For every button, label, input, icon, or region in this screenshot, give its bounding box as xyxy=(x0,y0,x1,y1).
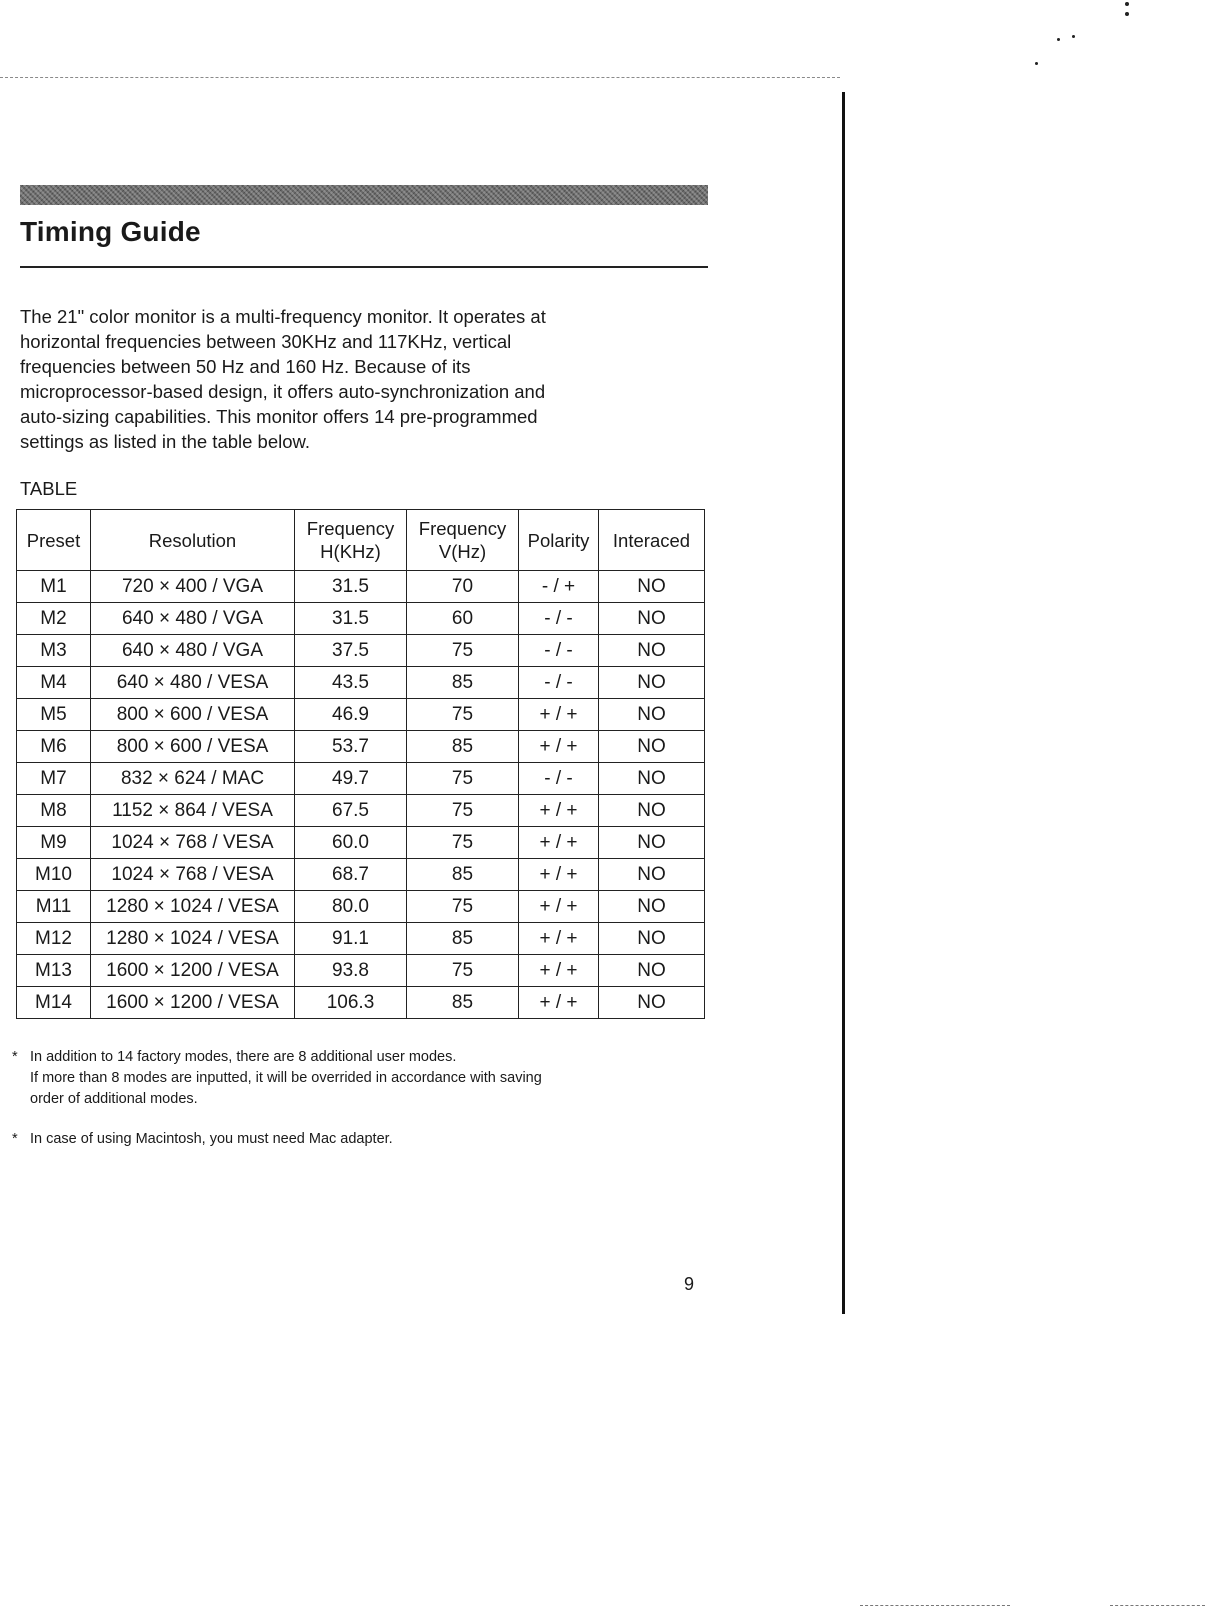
asterisk-icon: * xyxy=(12,1049,18,1065)
table-row xyxy=(17,955,705,987)
intro-line: settings as listed in the table below. xyxy=(20,431,311,452)
cell-resolution: 800 × 600 / VESA xyxy=(91,699,295,731)
header-hfreq-line2: H(KHz) xyxy=(320,541,381,562)
table-row xyxy=(17,923,705,955)
asterisk-icon: * xyxy=(12,1131,18,1147)
cell-interlaced: NO xyxy=(599,827,705,859)
table-row xyxy=(17,635,705,667)
header-interlaced: Interaced xyxy=(599,510,705,571)
cell-resolution: 640 × 480 / VESA xyxy=(91,667,295,699)
cell-hfreq: 49.7 xyxy=(295,763,407,795)
cell-hfreq: 106.3 xyxy=(295,987,407,1019)
header-vfreq xyxy=(407,510,519,571)
cell-polarity: - / - xyxy=(519,603,599,635)
cell-hfreq: 93.8 xyxy=(295,955,407,987)
footnotes xyxy=(12,1047,712,1150)
footnote-line: In addition to 14 factory modes, there are 8 additional user modes. xyxy=(30,1049,457,1065)
cell-vfreq: 85 xyxy=(407,923,519,955)
scan-speck xyxy=(1057,38,1060,41)
cell-vfreq: 75 xyxy=(407,955,519,987)
cell-interlaced: NO xyxy=(599,955,705,987)
header-hfreq xyxy=(295,510,407,571)
cell-interlaced: NO xyxy=(599,923,705,955)
cell-preset: M8 xyxy=(17,795,91,827)
intro-line: The 21" color monitor is a multi-frequency monitor. It operates at xyxy=(20,306,546,327)
cell-vfreq: 70 xyxy=(407,571,519,603)
table-row xyxy=(17,603,705,635)
cell-polarity: + / + xyxy=(519,731,599,763)
cell-preset: M3 xyxy=(17,635,91,667)
scan-speck xyxy=(1125,12,1129,16)
cell-vfreq: 75 xyxy=(407,763,519,795)
cell-resolution: 1024 × 768 / VESA xyxy=(91,827,295,859)
cell-preset: M12 xyxy=(17,923,91,955)
cell-vfreq: 75 xyxy=(407,827,519,859)
table-row xyxy=(17,667,705,699)
table-body xyxy=(17,571,705,1019)
cell-polarity: + / + xyxy=(519,891,599,923)
cell-resolution: 1280 × 1024 / VESA xyxy=(91,891,295,923)
cell-polarity: + / + xyxy=(519,699,599,731)
cell-polarity: + / + xyxy=(519,827,599,859)
section-hatch-bar xyxy=(20,185,708,205)
footnote xyxy=(12,1129,712,1150)
cell-preset: M10 xyxy=(17,859,91,891)
cell-vfreq: 60 xyxy=(407,603,519,635)
cell-vfreq: 75 xyxy=(407,635,519,667)
cell-vfreq: 75 xyxy=(407,795,519,827)
cell-polarity: + / + xyxy=(519,795,599,827)
cell-preset: M13 xyxy=(17,955,91,987)
cell-interlaced: NO xyxy=(599,731,705,763)
page-edge-rule xyxy=(842,92,845,1314)
table-row xyxy=(17,571,705,603)
cell-polarity: - / - xyxy=(519,667,599,699)
cell-interlaced: NO xyxy=(599,571,705,603)
table-row xyxy=(17,795,705,827)
cell-polarity: - / - xyxy=(519,635,599,667)
cell-hfreq: 43.5 xyxy=(295,667,407,699)
cell-preset: M14 xyxy=(17,987,91,1019)
cell-interlaced: NO xyxy=(599,987,705,1019)
cell-hfreq: 80.0 xyxy=(295,891,407,923)
cell-hfreq: 91.1 xyxy=(295,923,407,955)
header-vfreq-line2: V(Hz) xyxy=(438,541,487,562)
header-preset: Preset xyxy=(17,510,91,571)
cell-hfreq: 67.5 xyxy=(295,795,407,827)
cell-interlaced: NO xyxy=(599,699,705,731)
cell-vfreq: 75 xyxy=(407,699,519,731)
cell-interlaced: NO xyxy=(599,667,705,699)
cell-preset: M4 xyxy=(17,667,91,699)
cell-polarity: + / + xyxy=(519,859,599,891)
table-row xyxy=(17,891,705,923)
table-row xyxy=(17,763,705,795)
cell-hfreq: 46.9 xyxy=(295,699,407,731)
cell-preset: M11 xyxy=(17,891,91,923)
cell-hfreq: 53.7 xyxy=(295,731,407,763)
header-hfreq-line1: Frequency xyxy=(306,518,395,539)
table-label: TABLE xyxy=(20,478,78,499)
cell-preset: M2 xyxy=(17,603,91,635)
cell-interlaced: NO xyxy=(599,603,705,635)
cell-hfreq: 68.7 xyxy=(295,859,407,891)
intro-paragraph xyxy=(20,304,680,454)
cell-hfreq: 37.5 xyxy=(295,635,407,667)
header-polarity: Polarity xyxy=(519,510,599,571)
cell-preset: M5 xyxy=(17,699,91,731)
table-header-row xyxy=(17,510,705,571)
table-row xyxy=(17,859,705,891)
footnote xyxy=(12,1047,712,1110)
page-number: 9 xyxy=(684,1274,695,1294)
cell-polarity: - / - xyxy=(519,763,599,795)
scan-bottom-dashed-line xyxy=(860,1605,1010,1606)
cell-interlaced: NO xyxy=(599,859,705,891)
cell-hfreq: 31.5 xyxy=(295,571,407,603)
cell-preset: M6 xyxy=(17,731,91,763)
cell-vfreq: 85 xyxy=(407,859,519,891)
cell-polarity: + / + xyxy=(519,987,599,1019)
cell-vfreq: 75 xyxy=(407,891,519,923)
scan-speck xyxy=(1125,2,1129,6)
header-vfreq-line1: Frequency xyxy=(418,518,507,539)
table-row xyxy=(17,731,705,763)
table-row xyxy=(17,699,705,731)
cell-resolution: 832 × 624 / MAC xyxy=(91,763,295,795)
cell-interlaced: NO xyxy=(599,763,705,795)
cell-resolution: 1280 × 1024 / VESA xyxy=(91,923,295,955)
cell-resolution: 640 × 480 / VGA xyxy=(91,603,295,635)
cell-resolution: 720 × 400 / VGA xyxy=(91,571,295,603)
cell-polarity: + / + xyxy=(519,923,599,955)
cell-interlaced: NO xyxy=(599,795,705,827)
intro-line: microprocessor-based design, it offers auto-synchronization and xyxy=(20,381,546,402)
cell-vfreq: 85 xyxy=(407,987,519,1019)
cell-resolution: 800 × 600 / VESA xyxy=(91,731,295,763)
footnote-line: order of additional modes. xyxy=(30,1091,198,1107)
cell-hfreq: 60.0 xyxy=(295,827,407,859)
cell-interlaced: NO xyxy=(599,635,705,667)
intro-line: horizontal frequencies between 30KHz and 117KHz, vertical xyxy=(20,331,512,352)
cell-vfreq: 85 xyxy=(407,731,519,763)
title-underline xyxy=(20,266,708,268)
scan-speck xyxy=(1035,62,1038,65)
cell-vfreq: 85 xyxy=(407,667,519,699)
cell-resolution: 1024 × 768 / VESA xyxy=(91,859,295,891)
cell-polarity: - / + xyxy=(519,571,599,603)
intro-line: auto-sizing capabilities. This monitor offers 14 pre-programmed xyxy=(20,406,538,427)
scan-top-dashed-line xyxy=(0,77,840,78)
cell-preset: M1 xyxy=(17,571,91,603)
table-row xyxy=(17,827,705,859)
footnote-line: In case of using Macintosh, you must need Mac adapter. xyxy=(30,1131,393,1147)
timing-table xyxy=(16,509,705,1019)
table-row xyxy=(17,987,705,1019)
cell-preset: M7 xyxy=(17,763,91,795)
cell-interlaced: NO xyxy=(599,891,705,923)
cell-resolution: 1152 × 864 / VESA xyxy=(91,795,295,827)
scan-bottom-dashed-line xyxy=(1110,1605,1205,1606)
cell-resolution: 1600 × 1200 / VESA xyxy=(91,955,295,987)
cell-hfreq: 31.5 xyxy=(295,603,407,635)
header-resolution: Resolution xyxy=(91,510,295,571)
footnote-line: If more than 8 modes are inputted, it will be overrided in accordance with saving xyxy=(30,1070,542,1086)
intro-line: frequencies between 50 Hz and 160 Hz. Because of its xyxy=(20,356,471,377)
cell-resolution: 640 × 480 / VGA xyxy=(91,635,295,667)
cell-polarity: + / + xyxy=(519,955,599,987)
cell-resolution: 1600 × 1200 / VESA xyxy=(91,987,295,1019)
scan-speck xyxy=(1072,35,1075,38)
cell-preset: M9 xyxy=(17,827,91,859)
page-title: Timing Guide xyxy=(20,216,201,247)
